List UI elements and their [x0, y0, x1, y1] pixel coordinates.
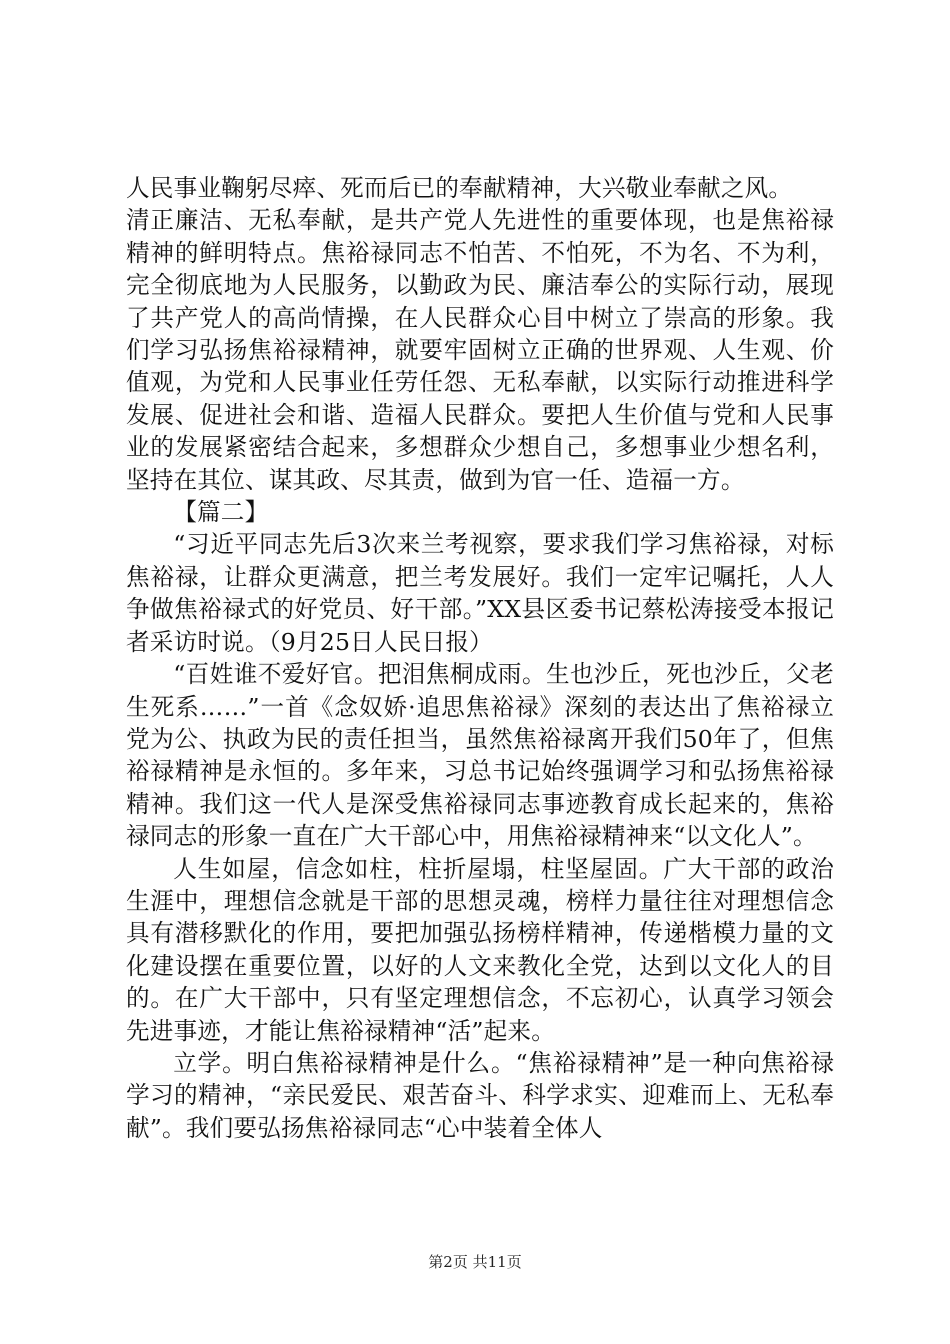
page-number-label: 第2页 共11页 [428, 1253, 522, 1271]
document-body [126, 172, 834, 1144]
page-footer [0, 1252, 950, 1272]
paragraph-3: “习近平同志先后3次来兰考视察，要求我们学习焦裕禄，对标焦裕禄，让群众更满意，把兰考发展好。我们一定牢记嘱托，人人争做焦裕禄式的好党员、好干部。”XX县区委书记蔡松涛接受本报记者采访时说。（9月25日人民日报） [126, 530, 834, 656]
paragraph-1: 人民事业鞠躬尽瘁、死而后已的奉献精神，大兴敬业奉献之风。 [126, 174, 793, 202]
paragraph-6: 立学。明白焦裕禄精神是什么。“焦裕禄精神”是一种向焦裕禄学习的精神，“亲民爱民、艰苦奋斗、科学求实、迎难而上、无私奉献”。我们要弘扬焦裕禄同志“心中装着全体人 [126, 1048, 834, 1142]
paragraph-4: “百姓谁不爱好官。把泪焦桐成雨。生也沙丘，死也沙丘，父老生死系……”一首《念奴娇·追思焦裕禄》深刻的表达出了焦裕禄立党为公、执政为民的责任担当，虽然焦裕禄离开我们50年了，但焦裕禄精神是永恒的。多年来，习总书记始终强调学习和弘扬焦裕禄精神。我们这一代人是深受焦裕禄同志事迹教育成长起来的，焦裕禄同志的形象一直在广大干部心中，用焦裕禄精神来“以文化人”。 [126, 660, 834, 851]
section-heading: 【篇二】 [173, 498, 269, 527]
paragraph-5: 人生如屋，信念如柱，柱折屋塌，柱坚屋固。广大干部的政治生涯中，理想信念就是干部的思想灵魂，榜样力量往往对理想信念具有潜移默化的作用，要把加强弘扬榜样精神，传递楷模力量的文化建设摆在重要位置，以好的人文来教化全党，达到以文化人的目的。在广大干部中，只有坚定理想信念，不忘初心，认真学习领会先进事迹，才能让焦裕禄精神“活”起来。 [126, 854, 834, 1045]
paragraph-2: 清正廉洁、无私奉献，是共产党人先进性的重要体现，也是焦裕禄精神的鲜明特点。焦裕禄同志不怕苦、不怕死，不为名、不为利，完全彻底地为人民服务，以勤政为民、廉洁奉公的实际行动，展现了共产党人的高尚情操，在人民群众心目中树立了崇高的形象。我们学习弘扬焦裕禄精神，就要牢固树立正确的世界观、人生观、价值观，为党和人民事业任劳任怨、无私奉献，以实际行动推进科学发展、促进社会和谐、造福人民群众。要把人生价值与党和人民事业的发展紧密结合起来，多想群众少想自己，多想事业少想名利，坚持在其位、谋其政、尽其责，做到为官一任、造福一方。 [126, 206, 834, 494]
